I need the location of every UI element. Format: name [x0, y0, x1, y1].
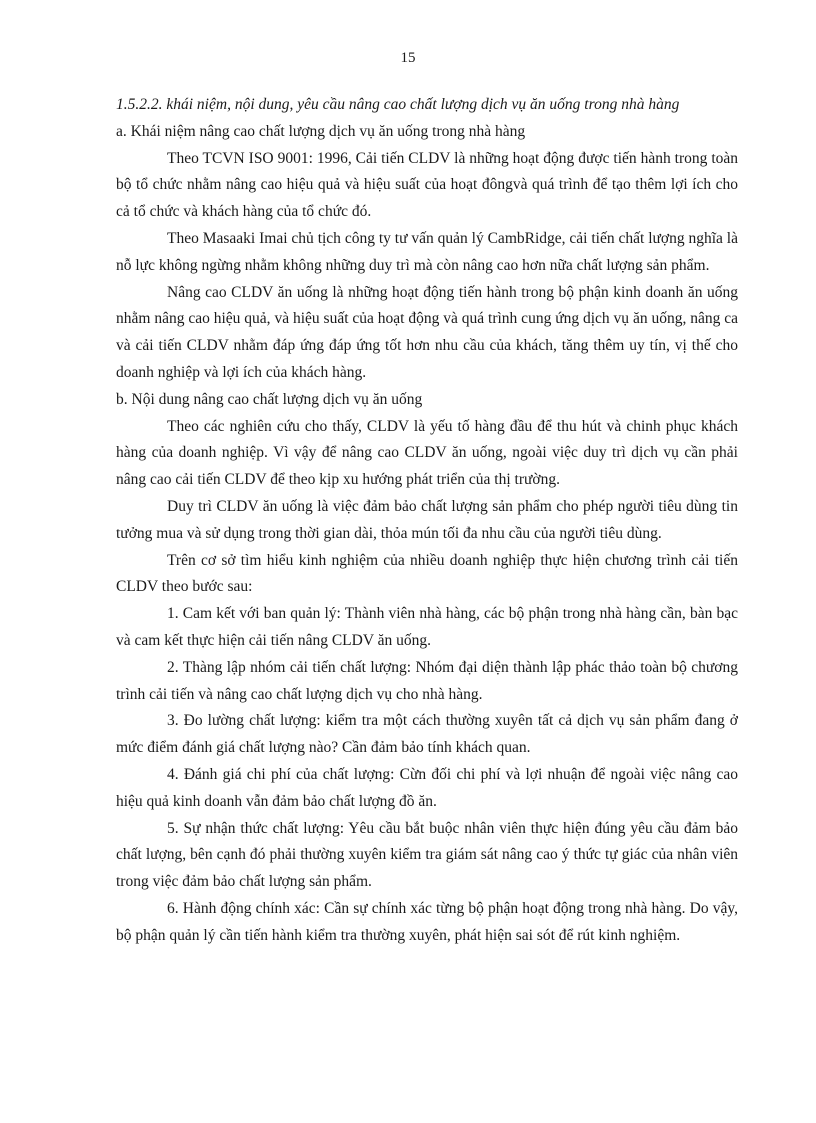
subsection-a-heading: a. Khái niệm nâng cao chất lượng dịch vụ ăn uống trong nhà hàng: [116, 122, 526, 140]
list-item: 3. Đo lường chất lượng: kiểm tra một cách thường xuyên tất cả dịch vụ sản phẩm đang ở mức điểm đánh giá chất lượng nào? Cần đảm bảo tính khách quan.: [116, 712, 738, 757]
page-number: 15: [400, 50, 416, 66]
list-item: 1. Cam kết với ban quản lý: Thành viên nhà hàng, các bộ phận trong nhà hàng cần, bàn bạc và cam kết thực hiện cải tiến nâng CLDV ăn uống.: [116, 605, 738, 649]
page-content: [116, 92, 738, 950]
section-title: 1.5.2.2. khái niệm, nội dung, yêu cầu nâng cao chất lượng dịch vụ ăn uống trong nhà hàng: [116, 96, 680, 113]
list-item: 5. Sự nhận thức chất lượng: Yêu cầu bắt buộc nhân viên thực hiện đúng yêu cầu đảm bảo chất lượng, bên cạnh đó phải thường xuyên kiểm tra giám sát nâng cao ý thức tự giác của nhân viên trong việc đảm bảo chất lượng sản phẩm.: [116, 819, 738, 891]
paragraph: Trên cơ sở tìm hiểu kinh nghiệm của nhiều doanh nghiệp thực hiện chương trình cải tiến CLDV theo bước sau:: [116, 551, 738, 596]
paragraph: Theo TCVN ISO 9001: 1996, Cải tiến CLDV là những hoạt động được tiến hành trong toàn bộ tổ chức nhằm nâng cao hiệu quả và hiệu suất của hoạt đôngvà quá trình để tạo thêm lợi ích cho cả tổ chức và khách hàng của tổ chức đó.: [116, 149, 738, 221]
list-item: 6. Hành động chính xác: Cần sự chính xác từng bộ phận hoạt động trong nhà hàng. Do vậy, bộ phận quản lý cần tiến hành kiểm tra thường xuyên, phát hiện sai sót để rút kinh nghiệm.: [116, 899, 738, 944]
list-item: 2. Thàng lập nhóm cải tiến chất lượng: Nhóm đại diện thành lập phác thảo toàn bộ chương trình cải tiến và nâng cao chất lượng dịch vụ cho nhà hàng.: [116, 658, 738, 703]
paragraph: Theo các nghiên cứu cho thấy, CLDV là yếu tố hàng đầu để thu hút và chinh phục khách hàng của doanh nghiệp. Vì vậy để nâng cao CLDV ăn uống, ngoài việc duy trì dịch vụ cần phải nâng cao cải tiến CLDV để theo kịp xu hướng phát triển của thị trường.: [116, 417, 738, 489]
paragraph: Nâng cao CLDV ăn uống là những hoạt động tiến hành trong bộ phận kinh doanh ăn uống nhằm nâng cao hiệu quả, và hiệu suất của hoạt động và quá trình cung ứng dịch vụ ăn uống, nâng ca và cải tiến CLDV nhằm đáp ứng đáp ứng tốt hơn nhu cầu của khách, tăng thêm uy tín, vị thế cho doanh nghiệp và lợi ích của khách hàng.: [116, 283, 738, 381]
list-item: 4. Đánh giá chi phí của chất lượng: Cừn đối chi phí và lợi nhuận để ngoài việc nâng cao hiệu quả kinh doanh vẫn đảm bảo chất lượng đồ ăn.: [116, 765, 738, 810]
paragraph: Theo Masaaki Imai chủ tịch công ty tư vấn quản lý CambRidge, cải tiến chất lượng nghĩa là nỗ lực không ngừng nhằm không những duy trì mà còn nâng cao hơn nữa chất lượng sản phẩm.: [116, 229, 738, 274]
subsection-b-heading: b. Nội dung nâng cao chất lượng dịch vụ ăn uống: [116, 390, 423, 408]
paragraph: Duy trì CLDV ăn uống là việc đảm bảo chất lượng sản phẩm cho phép người tiêu dùng tin tưởng mua và sử dụng trong thời gian dài, thỏa mún tối đa nhu cầu của người tiêu dùng.: [116, 497, 738, 542]
